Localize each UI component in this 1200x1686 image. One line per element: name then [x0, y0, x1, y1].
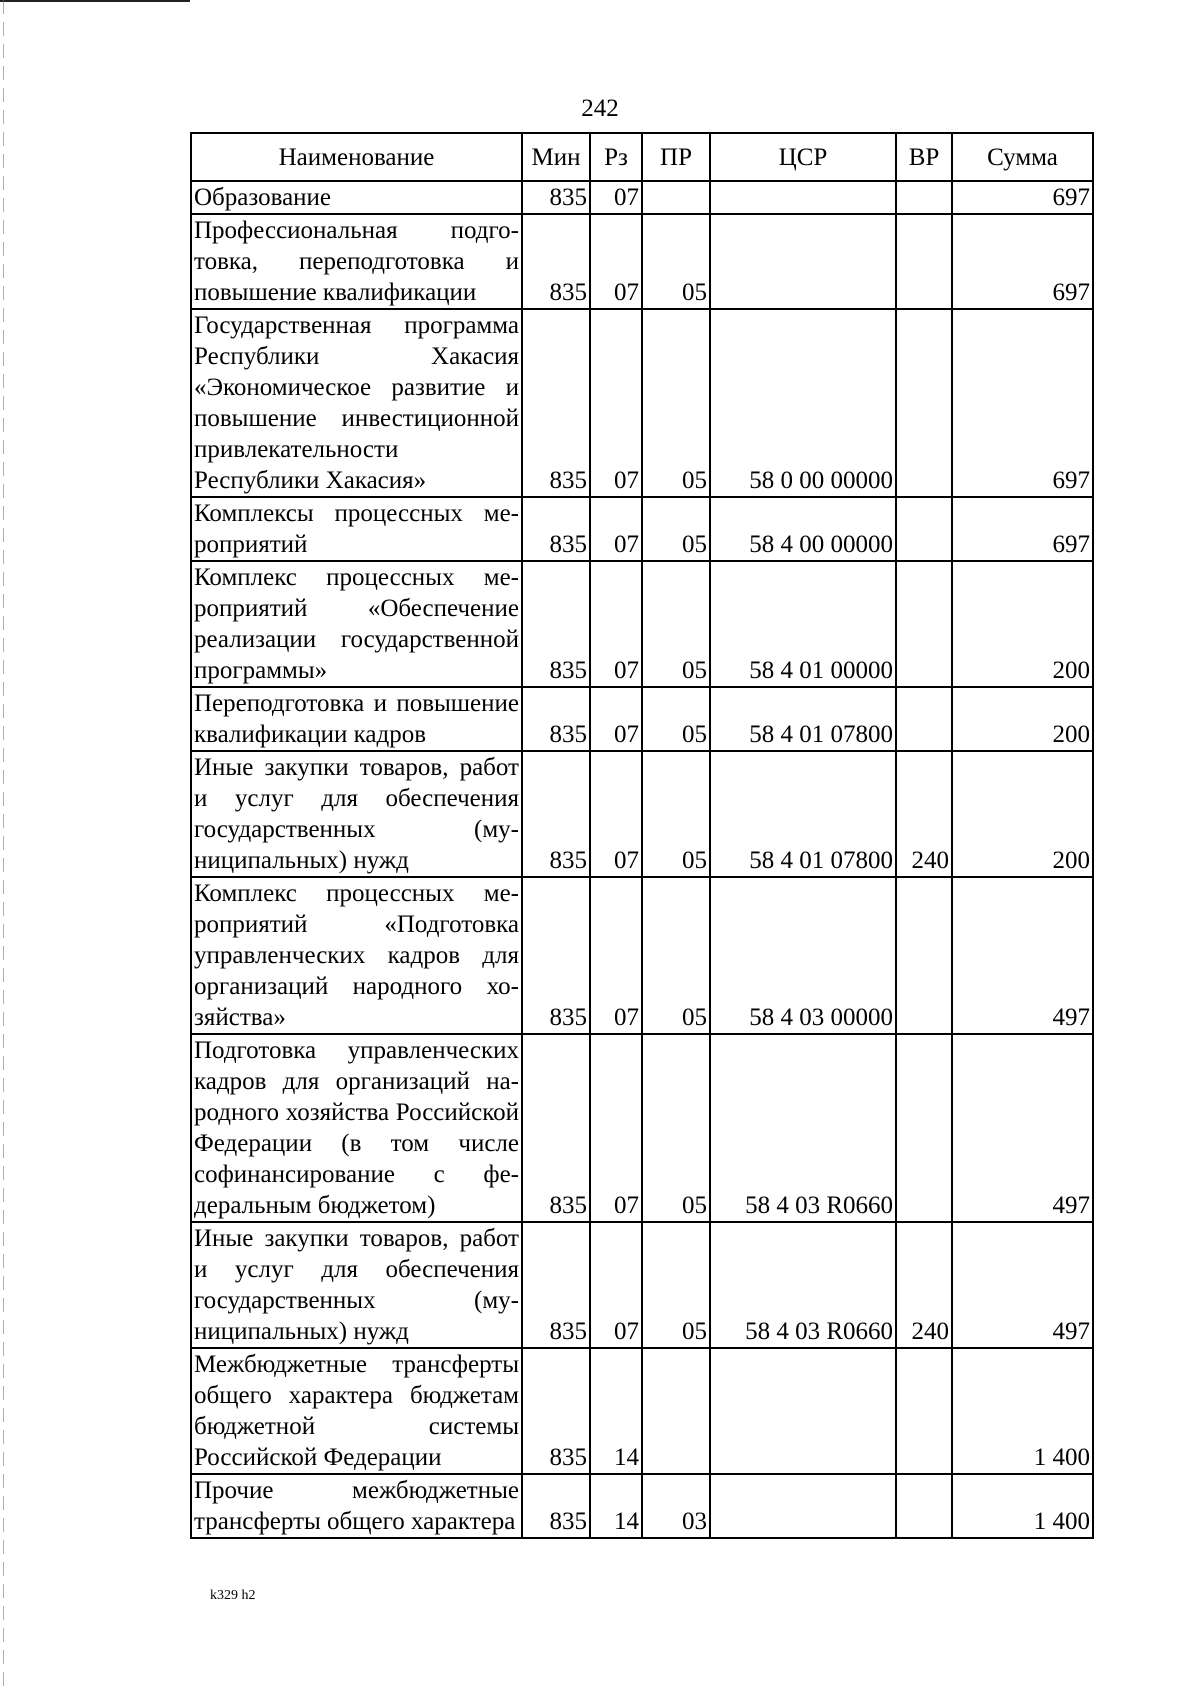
header-name: Наименование: [191, 133, 522, 181]
table-body: [191, 181, 1093, 1538]
cell-min: 835: [522, 309, 590, 497]
cell-name: Комплексы процессных мероприятий: [191, 497, 522, 561]
table-header-row: [191, 133, 1093, 181]
cell-name: Иные закупки товаров, работ и услуг для обеспечения государственных (муниципальных) нужд: [191, 1222, 522, 1348]
table-row: [191, 214, 1093, 309]
cell-csr: 58 4 03 R0660: [710, 1222, 896, 1348]
cell-min: 835: [522, 214, 590, 309]
cell-pr: 05: [642, 497, 710, 561]
cell-sum: 697: [952, 497, 1093, 561]
cell-sum: 497: [952, 1222, 1093, 1348]
table-row: [191, 751, 1093, 877]
cell-vr: [896, 497, 952, 561]
table-row: [191, 1348, 1093, 1474]
cell-pr: 05: [642, 1222, 710, 1348]
cell-pr: 05: [642, 309, 710, 497]
table-row: [191, 877, 1093, 1034]
cell-rz: 07: [590, 309, 642, 497]
cell-pr: [642, 181, 710, 214]
cell-sum: 697: [952, 309, 1093, 497]
cell-name: Образование: [191, 181, 522, 214]
cell-pr: [642, 1348, 710, 1474]
cell-name: Комплекс процессных мероприятий «Обеспечение реализации государственной программы»: [191, 561, 522, 687]
cell-min: 835: [522, 877, 590, 1034]
cell-pr: 03: [642, 1474, 710, 1538]
scan-edge-top: [0, 0, 190, 2]
table-row: [191, 1222, 1093, 1348]
cell-min: 835: [522, 181, 590, 214]
cell-sum: 497: [952, 1034, 1093, 1222]
cell-pr: 05: [642, 751, 710, 877]
cell-vr: [896, 561, 952, 687]
cell-csr: 58 4 03 00000: [710, 877, 896, 1034]
cell-pr: 05: [642, 687, 710, 751]
table-row: [191, 309, 1093, 497]
table-row: [191, 1474, 1093, 1538]
cell-pr: 05: [642, 214, 710, 309]
cell-name: Профессиональная подготовка, переподготовка и повышение квалификации: [191, 214, 522, 309]
cell-sum: 200: [952, 751, 1093, 877]
cell-csr: [710, 214, 896, 309]
cell-min: 835: [522, 561, 590, 687]
cell-csr: [710, 1474, 896, 1538]
cell-rz: 07: [590, 181, 642, 214]
cell-vr: [896, 214, 952, 309]
cell-csr: [710, 181, 896, 214]
table-row: [191, 1034, 1093, 1222]
cell-name: Государственная программа Республики Хакасия «Экономическое развитие и повышение инвестиционной привлекательности Республики Хакасия»: [191, 309, 522, 497]
cell-rz: 07: [590, 497, 642, 561]
cell-vr: [896, 181, 952, 214]
table-row: [191, 561, 1093, 687]
cell-name: Подготовка управленческих кадров для организаций народного хозяйства Российской Федерации (в том числе софинансирование с федеральным бюджетом): [191, 1034, 522, 1222]
scan-edge-left: [3, 0, 4, 1686]
cell-vr: [896, 687, 952, 751]
cell-min: 835: [522, 1348, 590, 1474]
cell-sum: 1 400: [952, 1348, 1093, 1474]
cell-rz: 07: [590, 751, 642, 877]
cell-name: Переподготовка и повышение квалификации кадров: [191, 687, 522, 751]
footer-code: k329 h2: [210, 1588, 256, 1603]
header-csr: ЦСР: [710, 133, 896, 181]
cell-name: Межбюджетные трансферты общего характера бюджетам бюджетной системы Российской Федерации: [191, 1348, 522, 1474]
cell-sum: 697: [952, 214, 1093, 309]
cell-pr: 05: [642, 877, 710, 1034]
cell-csr: 58 4 01 00000: [710, 561, 896, 687]
cell-rz: 07: [590, 1222, 642, 1348]
budget-table: [190, 132, 1094, 1539]
cell-rz: 07: [590, 214, 642, 309]
header-rz: Рз: [590, 133, 642, 181]
cell-csr: 58 4 00 00000: [710, 497, 896, 561]
cell-rz: 07: [590, 561, 642, 687]
header-pr: ПР: [642, 133, 710, 181]
cell-csr: 58 4 01 07800: [710, 687, 896, 751]
header-min: Мин: [522, 133, 590, 181]
cell-min: 835: [522, 1034, 590, 1222]
cell-sum: 200: [952, 561, 1093, 687]
cell-name: Прочие межбюджетные трансферты общего характера: [191, 1474, 522, 1538]
cell-vr: 240: [896, 1222, 952, 1348]
table-row: [191, 497, 1093, 561]
cell-sum: 1 400: [952, 1474, 1093, 1538]
cell-rz: 14: [590, 1474, 642, 1538]
cell-name: Комплекс процессных мероприятий «Подготовка управленческих кадров для организаций народного хозяйства»: [191, 877, 522, 1034]
page-number: 242: [581, 95, 619, 122]
cell-csr: 58 4 01 07800: [710, 751, 896, 877]
cell-vr: [896, 1034, 952, 1222]
cell-rz: 07: [590, 1034, 642, 1222]
cell-min: 835: [522, 687, 590, 751]
header-vr: ВР: [896, 133, 952, 181]
header-sum: Сумма: [952, 133, 1093, 181]
cell-min: 835: [522, 751, 590, 877]
table-row: [191, 181, 1093, 214]
cell-vr: [896, 1348, 952, 1474]
cell-vr: [896, 1474, 952, 1538]
cell-rz: 14: [590, 1348, 642, 1474]
cell-vr: [896, 877, 952, 1034]
cell-sum: 200: [952, 687, 1093, 751]
cell-vr: 240: [896, 751, 952, 877]
cell-pr: 05: [642, 1034, 710, 1222]
cell-name: Иные закупки товаров, работ и услуг для обеспечения государственных (муниципальных) нужд: [191, 751, 522, 877]
cell-sum: 697: [952, 181, 1093, 214]
cell-csr: [710, 1348, 896, 1474]
cell-min: 835: [522, 1222, 590, 1348]
cell-min: 835: [522, 497, 590, 561]
cell-min: 835: [522, 1474, 590, 1538]
cell-pr: 05: [642, 561, 710, 687]
table-row: [191, 687, 1093, 751]
cell-rz: 07: [590, 877, 642, 1034]
cell-csr: 58 0 00 00000: [710, 309, 896, 497]
cell-vr: [896, 309, 952, 497]
cell-csr: 58 4 03 R0660: [710, 1034, 896, 1222]
cell-sum: 497: [952, 877, 1093, 1034]
cell-rz: 07: [590, 687, 642, 751]
